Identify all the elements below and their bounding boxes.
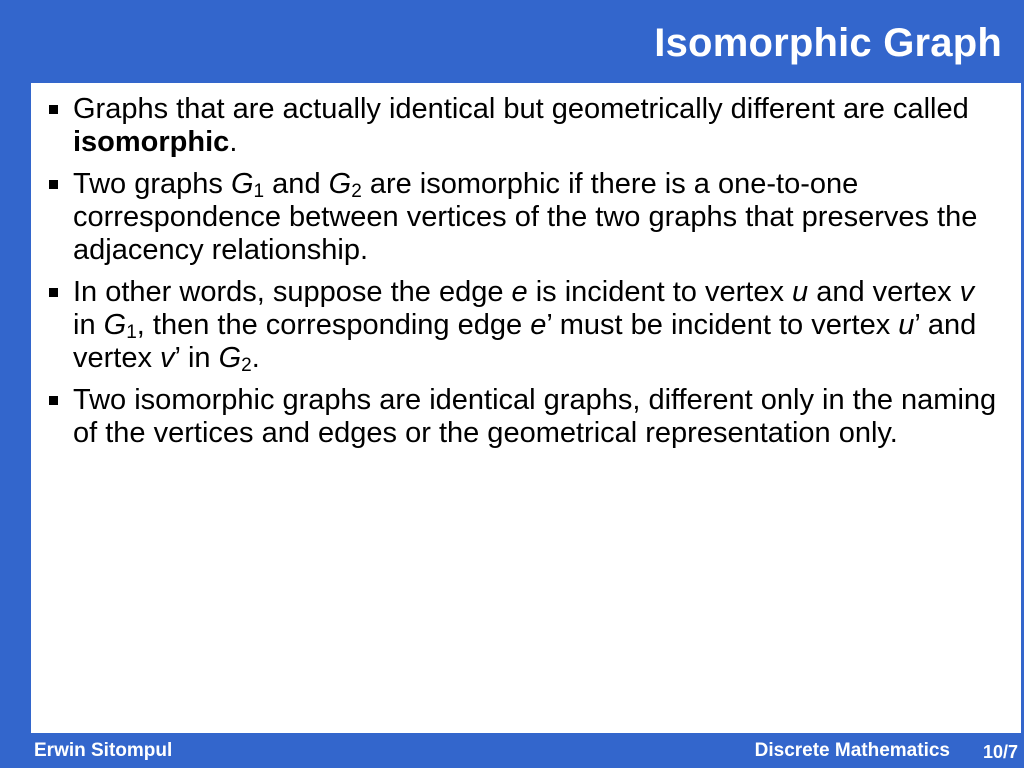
square-bullet-icon [49, 288, 58, 297]
square-bullet-icon [49, 396, 58, 405]
square-bullet-icon [49, 180, 58, 189]
bullet-text: ’ in [174, 342, 219, 374]
bullet-text: , then the corresponding edge [136, 309, 531, 341]
content-panel [31, 83, 1021, 733]
bullet-item [41, 276, 1001, 375]
math-subscript: 2 [351, 181, 362, 202]
bullet-text: In other words, suppose the edge [73, 276, 512, 308]
bullet-text: . [251, 342, 260, 374]
bullet-text: is incident to vertex [527, 276, 792, 308]
bullet-item [41, 384, 1001, 450]
bullet-bold-term: isomorphic [73, 126, 230, 158]
math-symbol: u [898, 309, 915, 341]
bullet-text: ’ must be incident to vertex [546, 309, 899, 341]
bullet-text: . [229, 126, 238, 158]
bullet-text: and vertex [808, 276, 960, 308]
bullet-text: Two graphs [73, 168, 231, 200]
math-symbol: G [328, 168, 352, 200]
bullet-text: and [264, 168, 329, 200]
math-symbol: e [530, 309, 547, 341]
bullet-list [41, 93, 1001, 459]
footer-author: Erwin Sitompul [34, 740, 173, 761]
bullet-text: Two isomorphic graphs are identical graphs, different only in the naming of the vertices and edges or the geometrical representation only. [73, 384, 997, 449]
bullet-text: in [73, 309, 104, 341]
bullet-text: Graphs that are actually identical but geometrically different are called [73, 93, 969, 125]
bullet-item [41, 93, 1001, 159]
math-symbol: v [160, 342, 175, 374]
math-symbol: u [792, 276, 809, 308]
slide-title: Isomorphic Graph [654, 21, 1002, 65]
bullet-item [41, 168, 1001, 267]
math-subscript: 1 [253, 181, 265, 202]
bullet-text: ’ and vertex [73, 309, 977, 374]
math-symbol: G [218, 342, 242, 374]
math-subscript: 2 [241, 355, 252, 376]
math-symbol: e [511, 276, 528, 308]
footer-page-number: 10/7 [982, 742, 1018, 762]
math-subscript: 1 [126, 322, 137, 343]
math-symbol: v [959, 276, 975, 308]
footer-course: Discrete Mathematics [754, 740, 950, 761]
square-bullet-icon [49, 105, 58, 114]
math-symbol: G [103, 309, 127, 341]
math-symbol: G [230, 168, 254, 200]
bullet-text: are isomorphic if there is a one-to-one correspondence between vertices of the two graphs that preserves the adjacency relationship. [73, 168, 978, 266]
